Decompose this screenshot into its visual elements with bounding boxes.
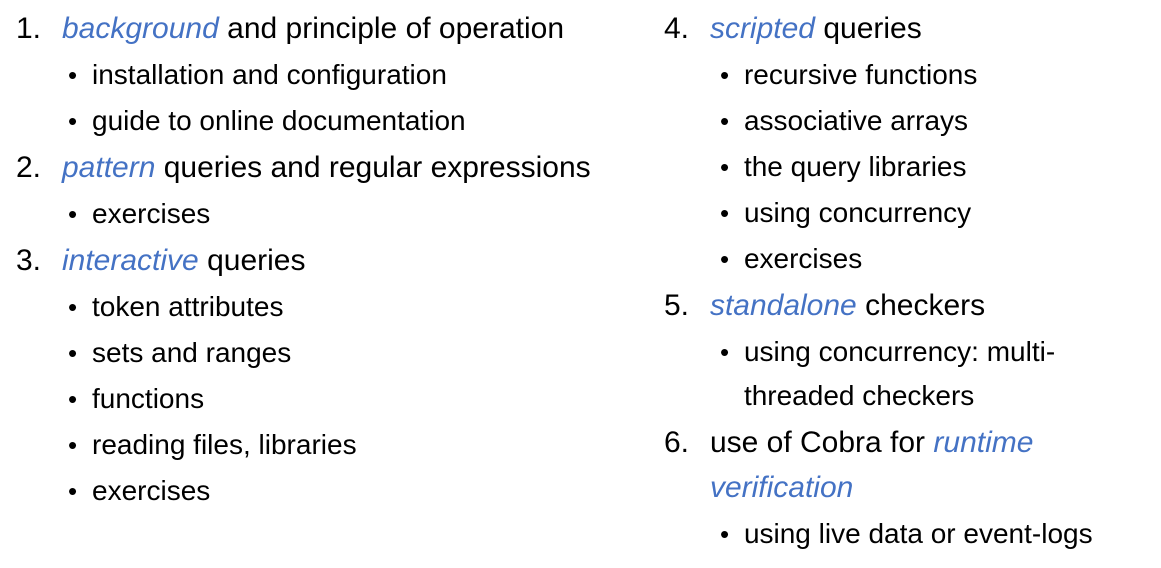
bullet-label: installation and configuration — [92, 59, 447, 90]
bullet-icon: • — [68, 430, 78, 460]
right-column — [654, 6, 1153, 568]
bullet-icon: • — [719, 152, 730, 182]
list-number: 1. — [16, 12, 42, 45]
highlight-term: background — [62, 12, 219, 45]
bullet-item — [664, 145, 1153, 189]
bullet-item — [664, 512, 1153, 556]
list-item — [16, 238, 654, 283]
list-text-rest: and principle of operation — [218, 12, 565, 45]
list-text — [62, 145, 654, 190]
list-text-rest: queries — [814, 12, 922, 45]
bullet-label: sets and ranges — [92, 337, 292, 368]
bullet-label: exercises — [92, 198, 211, 229]
list-text — [710, 283, 1153, 328]
list-text — [62, 6, 654, 51]
list-text — [710, 420, 1153, 510]
list-text — [62, 238, 654, 283]
bullet-item — [16, 377, 654, 421]
bullet-item — [664, 191, 1153, 235]
list-number: 2. — [16, 151, 42, 184]
bullet-label: using live data or event-logs — [743, 518, 1093, 549]
bullet-icon: • — [68, 292, 78, 322]
bullet-item — [16, 469, 654, 513]
bullet-item — [16, 53, 654, 97]
highlight-term: runtime verification — [709, 426, 1034, 504]
bullet-label: token attributes — [92, 291, 284, 322]
bullet-icon: • — [719, 337, 730, 367]
highlight-term: interactive — [62, 244, 199, 277]
bullet-icon: • — [719, 519, 730, 549]
bullet-label: associative arrays — [743, 105, 969, 136]
list-text-rest: queries — [198, 244, 306, 277]
list-text-prefix: use of Cobra for — [709, 426, 934, 459]
bullet-label: using concurrency — [743, 197, 972, 228]
bullet-item — [664, 237, 1153, 281]
highlight-term: scripted — [709, 12, 815, 45]
bullet-label: reading files, libraries — [92, 429, 357, 460]
bullet-icon: • — [68, 106, 78, 136]
highlight-term: pattern — [62, 151, 156, 184]
left-column — [8, 6, 654, 568]
list-text-rest: queries and regular expressions — [155, 151, 591, 184]
list-item — [664, 420, 1153, 510]
list-text-rest: checkers — [856, 289, 986, 322]
bullet-icon: • — [68, 199, 78, 229]
list-item — [664, 283, 1153, 328]
bullet-item — [16, 99, 654, 143]
bullet-item — [16, 331, 654, 375]
list-number: 4. — [663, 12, 689, 45]
bullet-label: recursive functions — [743, 59, 978, 90]
list-item — [664, 6, 1153, 51]
list-text — [710, 6, 1153, 51]
list-number: 3. — [16, 244, 42, 277]
bullet-label: exercises — [743, 243, 863, 274]
list-number: 6. — [663, 426, 689, 459]
bullet-icon: • — [68, 476, 78, 506]
bullet-item — [16, 285, 654, 329]
bullet-item — [16, 423, 654, 467]
bullet-label: guide to online documentation — [92, 105, 466, 136]
bullet-icon: • — [719, 244, 730, 274]
bullet-icon: • — [68, 384, 78, 414]
bullet-item — [664, 330, 1153, 418]
bullet-item — [664, 53, 1153, 97]
bullet-label: the query libraries — [743, 151, 967, 182]
highlight-term: standalone — [709, 289, 857, 322]
bullet-icon: • — [719, 198, 730, 228]
list-item — [16, 6, 654, 51]
bullet-item — [16, 192, 654, 236]
bullet-icon: • — [68, 60, 78, 90]
bullet-label: functions — [92, 383, 205, 414]
bullet-label: exercises — [92, 475, 211, 506]
bullet-icon: • — [719, 60, 730, 90]
bullet-label: using concurrency: multi-threaded checkers — [743, 336, 1056, 411]
list-item — [16, 145, 654, 190]
bullet-icon: • — [68, 338, 78, 368]
bullet-item — [664, 99, 1153, 143]
bullet-icon: • — [719, 106, 730, 136]
list-number: 5. — [663, 289, 689, 322]
